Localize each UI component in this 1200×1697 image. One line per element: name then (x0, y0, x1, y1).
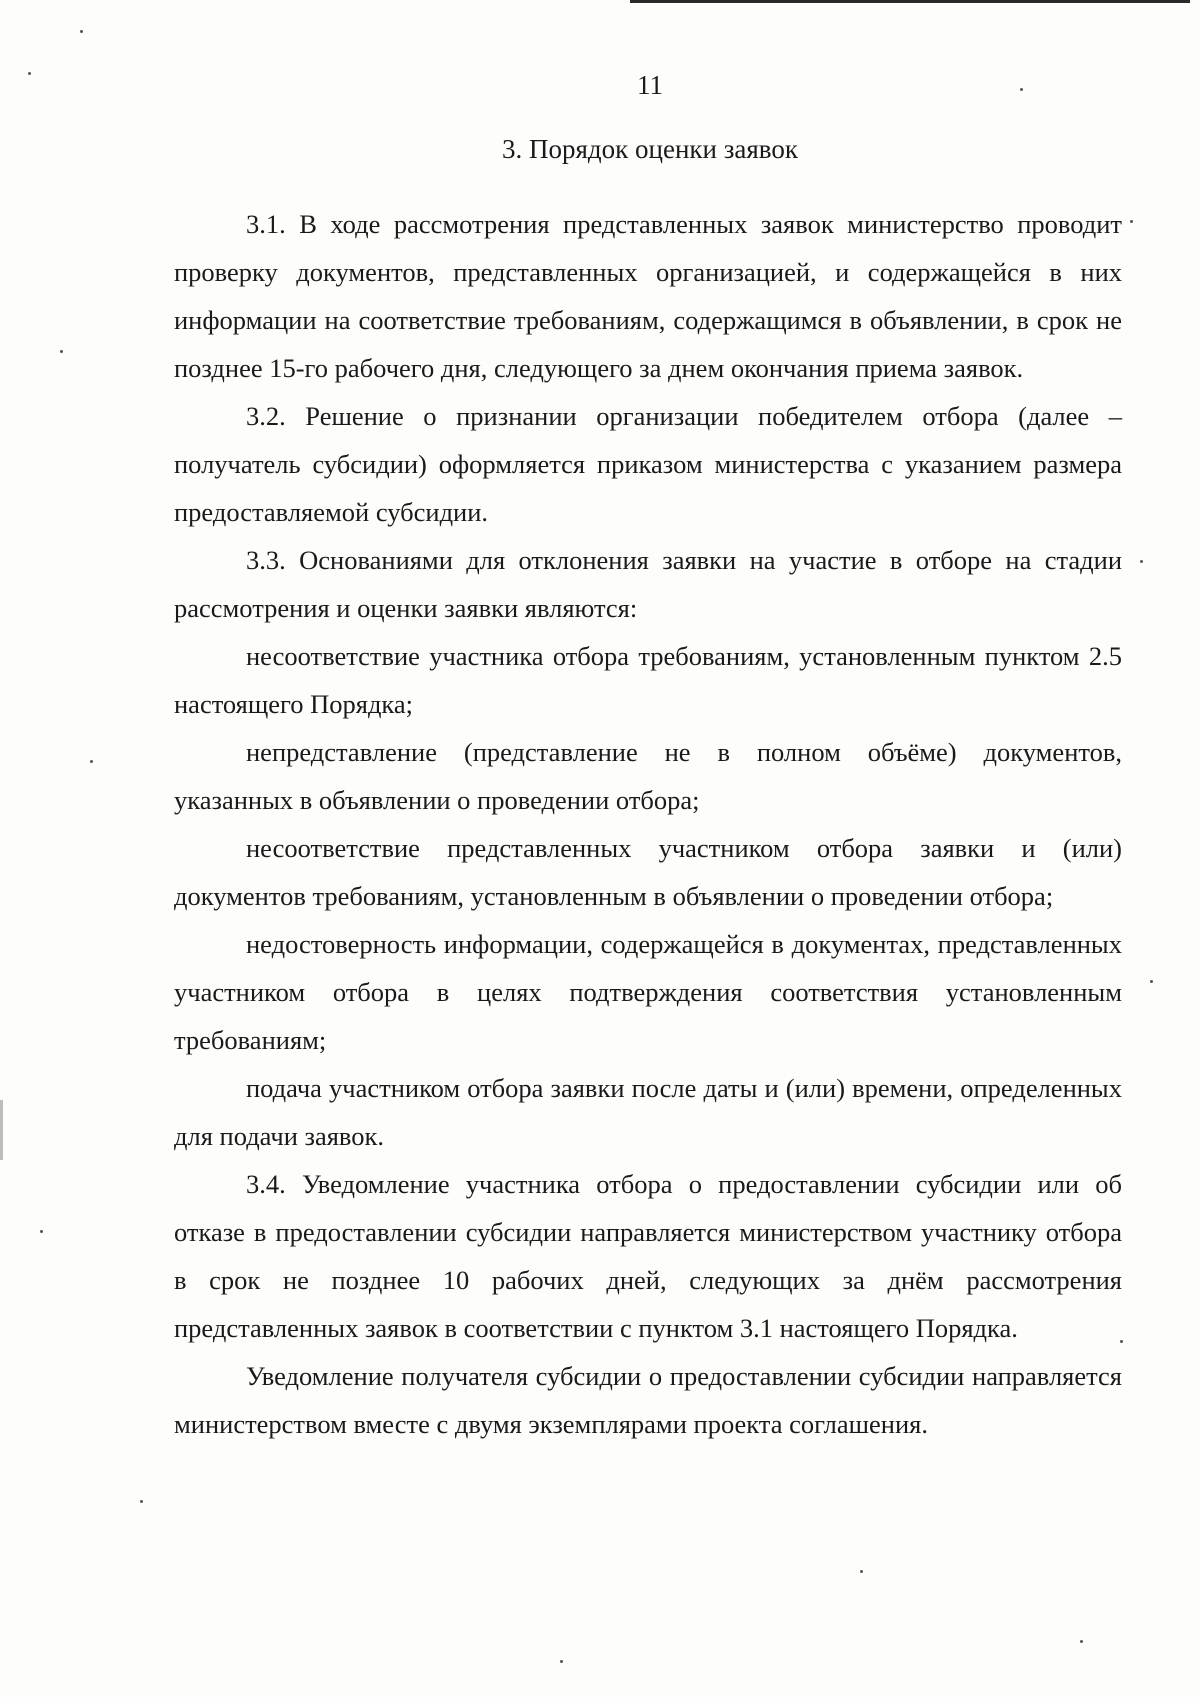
paragraph-3-3: 3.3. Основаниями для отклонения заявки на участие в отборе на стадии рассмотрения и оценки заявки являются: (174, 545, 1122, 623)
paragraph-3-2: 3.2. Решение о признании организации победителем отбора (далее – получатель субсидии) оформляется приказом министерства с указанием размера предоставляемой субсидии. (174, 401, 1122, 527)
section-heading: 3. Порядок оценки заявок (502, 134, 798, 164)
top-border-rule (630, 0, 1190, 3)
scan-speck (1150, 980, 1153, 983)
scan-speck (860, 1570, 863, 1573)
scan-speck (140, 1500, 143, 1503)
scan-speck (560, 1660, 563, 1663)
scan-speck (60, 350, 63, 353)
scan-speck (1120, 1340, 1123, 1343)
paragraph-3-4: 3.4. Уведомление участника отбора о предоставлении субсидии или об отказе в предоставлении субсидии направляется министерством участнику отбора в срок не позднее 10 рабочих дней, следующих за днём рассмотрения представленных заявок в соответствии с пунктом 3.1 настоящего Порядка. (174, 1169, 1122, 1343)
page-number: 11 (637, 70, 663, 100)
rejection-reason-1: несоответствие участника отбора требованиям, установленным пунктом 2.5 настоящего Порядка; (174, 641, 1122, 719)
paragraph-notification: Уведомление получателя субсидии о предоставлении субсидии направляется министерством вместе с двумя экземплярами проекта соглашения. (174, 1361, 1122, 1439)
paragraph-3-1: 3.1. В ходе рассмотрения представленных заявок министерство проводит проверку документов, представленных организацией, и содержащейся в них информации на соответствие требованиям, содержащимся в объявлении, в срок не позднее 15-го рабочего дня, следующего за днем окончания приема заявок. (174, 209, 1122, 383)
scan-speck (28, 72, 31, 75)
rejection-reason-2: непредставление (представление не в полном объёме) документов, указанных в объявлении о проведении отбора; (174, 737, 1122, 815)
scan-speck (1140, 560, 1143, 563)
scan-edge-mark (0, 1100, 3, 1160)
scan-speck (1080, 1640, 1083, 1643)
scan-speck (1130, 220, 1133, 223)
scan-speck (1020, 88, 1023, 91)
scan-speck (40, 1230, 43, 1233)
rejection-reason-3: несоответствие представленных участником отбора заявки и (или) документов требованиям, установленным в объявлении о проведении отбора; (174, 833, 1122, 911)
scan-speck (80, 30, 83, 33)
scan-speck (90, 760, 93, 763)
document-body (174, 200, 1122, 1448)
rejection-reason-4: недостоверность информации, содержащейся в документах, представленных участником отбора в целях подтверждения соответствия установленным требованиям; (174, 929, 1122, 1055)
rejection-reason-5: подача участником отбора заявки после даты и (или) времени, определенных для подачи заявок. (174, 1073, 1122, 1151)
